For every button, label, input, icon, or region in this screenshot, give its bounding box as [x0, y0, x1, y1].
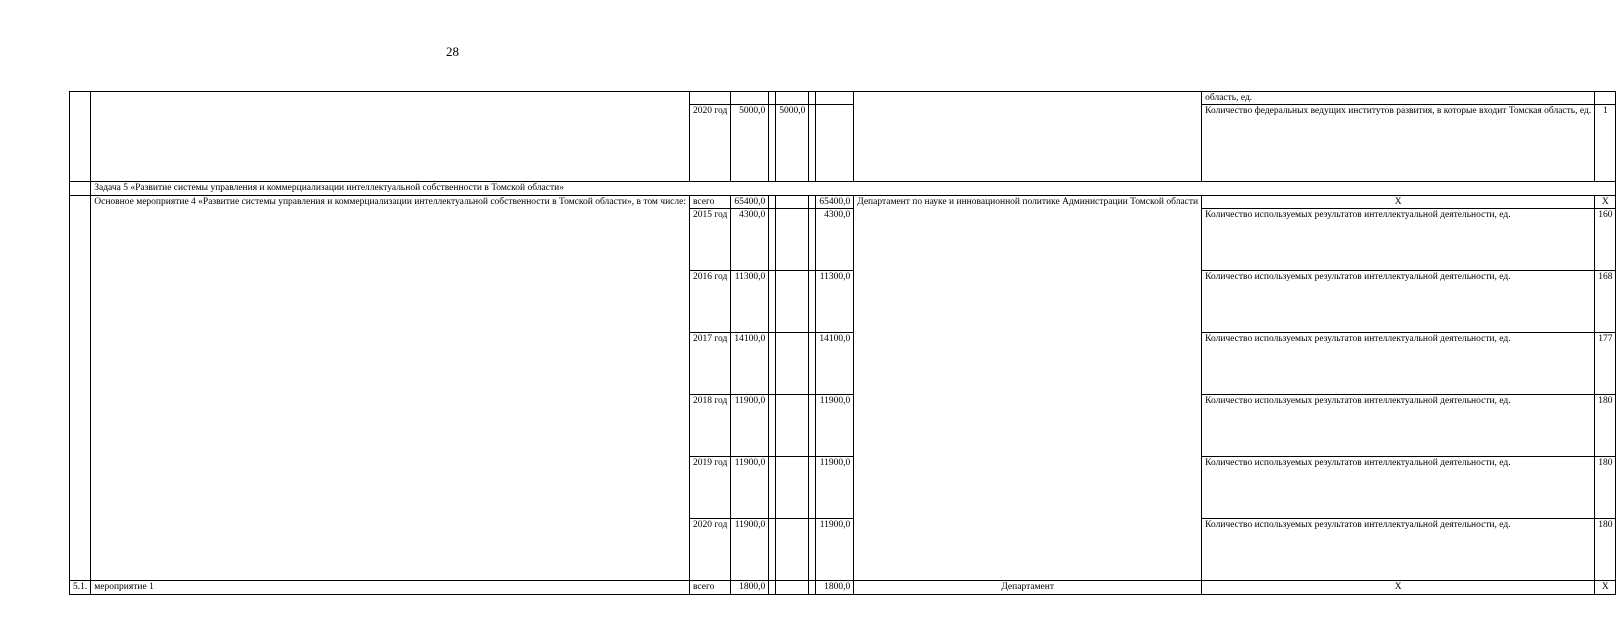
amount-cell: 5000,0 [776, 105, 809, 182]
year-cell: 2020 год [689, 519, 730, 581]
table-row [70, 92, 1616, 105]
value-cell: 177 [1595, 333, 1616, 395]
year-cell [689, 92, 730, 105]
year-cell: всего [689, 195, 730, 208]
indicator-cell: Количество используемых результатов интеллектуальной деятельности, ед. [1202, 333, 1595, 395]
indicator-cell: Х [1202, 195, 1595, 208]
table-row [70, 195, 1616, 208]
total-cell: 11900,0 [731, 519, 769, 581]
amount-cell: 4300,0 [816, 209, 854, 271]
total-cell: 1800,0 [731, 581, 769, 595]
table-row [70, 581, 1616, 595]
number-cell: 5.1. [70, 581, 91, 595]
year-cell: 2015 год [689, 209, 730, 271]
executor-cell: Департамент [854, 581, 1202, 595]
indicator-cell: Количество используемых результатов интеллектуальной деятельности, ед. [1202, 457, 1595, 519]
indicator-cell: Количество используемых результатов интеллектуальной деятельности, ед. [1202, 395, 1595, 457]
indicator-cell: Количество используемых результатов интеллектуальной деятельности, ед. [1202, 209, 1595, 271]
year-cell: 2020 год [689, 105, 730, 182]
amount-cell: 1800,0 [816, 581, 854, 595]
total-cell: 11900,0 [731, 395, 769, 457]
total-cell: 11300,0 [731, 271, 769, 333]
total-cell: 14100,0 [731, 333, 769, 395]
indicator-cell: Х [1202, 581, 1595, 595]
value-cell: 1 [1595, 105, 1616, 182]
total-cell: 4300,0 [731, 209, 769, 271]
year-cell: 2019 год [689, 457, 730, 519]
amount-cell: 11900,0 [816, 395, 854, 457]
year-cell: всего [689, 581, 730, 595]
number-cell [70, 195, 91, 580]
value-cell: Х [1595, 581, 1616, 595]
value-cell: Х [1595, 195, 1616, 208]
task-title: Задача 5 «Развитие системы управления и коммерциализации интеллектуальной собственности в Томской области» [91, 182, 1616, 195]
amount-cell: 11900,0 [816, 519, 854, 581]
measure-name: Основное мероприятие 4 «Развитие системы управления и коммерциализации интеллектуальной собственности в Томской области», в том числе: [91, 195, 690, 580]
total-cell: 5000,0 [731, 105, 769, 182]
year-cell: 2018 год [689, 395, 730, 457]
indicator-cell: Количество федеральных ведущих институтов развития, в которые входит Томская область, ед. [1202, 105, 1595, 182]
indicator-cell: Количество используемых результатов интеллектуальной деятельности, ед. [1202, 519, 1595, 581]
value-cell: 180 [1595, 395, 1616, 457]
year-cell: 2016 год [689, 271, 730, 333]
total-cell [731, 92, 769, 105]
amount-cell: 65400,0 [816, 195, 854, 208]
executor-cell: Департамент по науке и инновационной политике Администрации Томской области [854, 195, 1202, 580]
indicator-cell: Количество используемых результатов интеллектуальной деятельности, ед. [1202, 271, 1595, 333]
page-number: 28 [446, 44, 459, 59]
number-cell [70, 92, 91, 182]
value-cell: 160 [1595, 209, 1616, 271]
year-cell: 2017 год [689, 333, 730, 395]
measure-name: мероприятие 1 [91, 581, 690, 595]
amount-cell: 11900,0 [816, 457, 854, 519]
value-cell [1595, 92, 1616, 105]
indicator-cell: область, ед. [1202, 92, 1595, 105]
amount-cell: 14100,0 [816, 333, 854, 395]
value-cell: 180 [1595, 519, 1616, 581]
task-row [70, 182, 1616, 195]
value-cell: 180 [1595, 457, 1616, 519]
amount-cell: 11300,0 [816, 271, 854, 333]
total-cell: 11900,0 [731, 457, 769, 519]
program-table [69, 91, 1616, 595]
value-cell: 168 [1595, 271, 1616, 333]
total-cell: 65400,0 [731, 195, 769, 208]
name-cell [91, 92, 690, 182]
executor-cell [854, 92, 1202, 182]
